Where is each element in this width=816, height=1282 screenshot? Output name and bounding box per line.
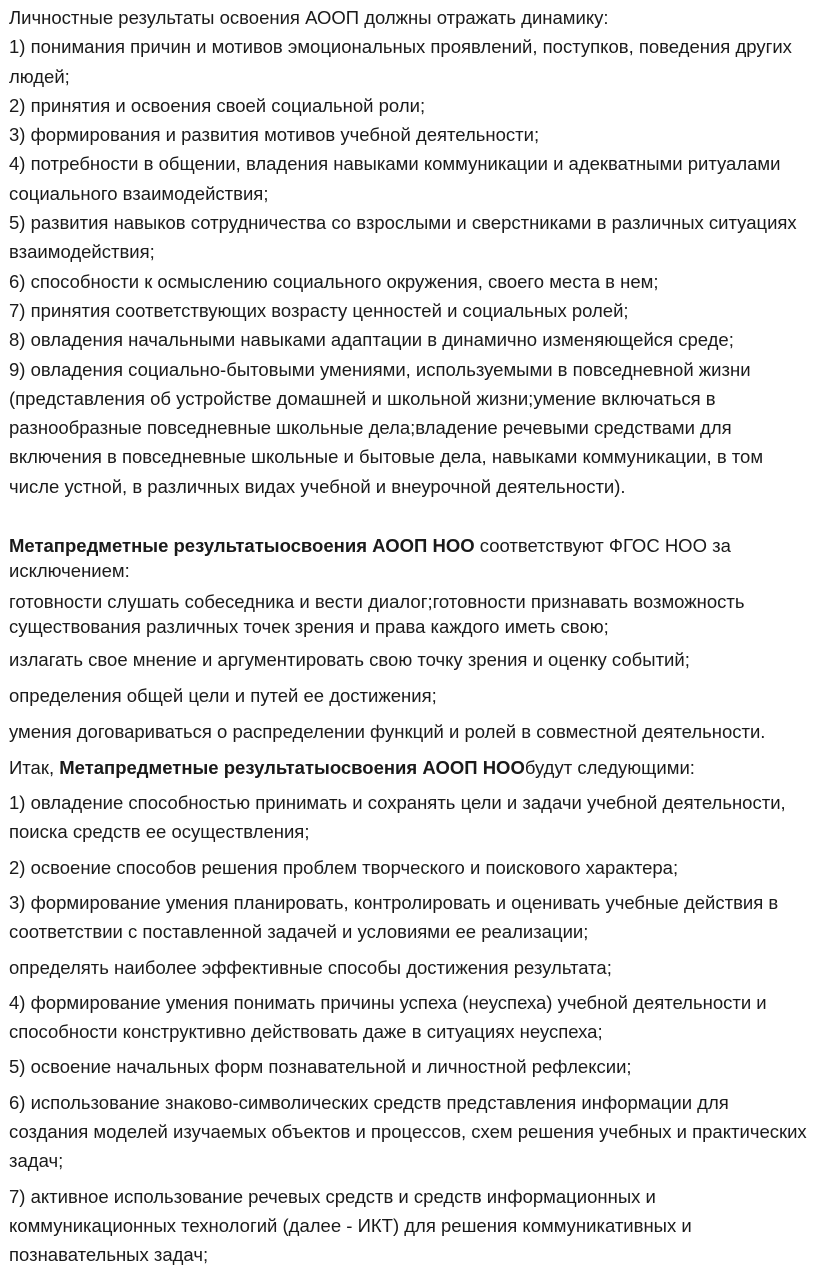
meta-result-6: 6) использование знаково-символических средств представления информации для создания моделей изучаемых объектов и процессов, схем решения учебных и практических задач; bbox=[9, 1091, 807, 1172]
exception-item-3: определения общей цели и путей ее достижения; bbox=[9, 685, 437, 707]
personal-item-5: 5) развития навыков сотрудничества со взрослыми и сверстниками в различных ситуациях взаимодействия; bbox=[9, 212, 797, 263]
exception-item-1: готовности слушать собеседника и вести диалог;готовности признавать возможность существования различных точек зрения и права каждого иметь свою; bbox=[9, 591, 745, 638]
meta-result-3-continuation: определять наиболее эффективные способы достижения результата; bbox=[9, 956, 612, 978]
meta-result-1: 1) овладение способностью принимать и сохранять цели и задачи учебной деятельности, поиска средств ее осуществления; bbox=[9, 792, 786, 843]
meta-result-5: 5) освоение начальных форм познавательной и личностной рефлексии; bbox=[9, 1056, 632, 1078]
personal-item-8: 8) овладения начальными навыками адаптации в динамично изменяющейся среде; bbox=[9, 329, 734, 351]
itak-bold: Метапредметные результатыосвоения АООП НОО bbox=[59, 757, 525, 779]
personal-item-3: 3) формирования и развития мотивов учебной деятельности; bbox=[9, 124, 540, 146]
meta-result-7: 7) активное использование речевых средств и средств информационных и коммуникационных технологий (далее - ИКТ) для решения коммуникативных и познавательных задач; bbox=[9, 1185, 692, 1266]
personal-item-4: 4) потребности в общении, владения навыками коммуникации и адекватными ритуалами социального взаимодействия; bbox=[9, 153, 781, 204]
personal-results-section bbox=[9, 3, 810, 501]
meta-result-3: 3) формирование умения планировать, контролировать и оценивать учебные действия в соответствии с поставленной задачей и условиями ее реализации; bbox=[9, 891, 779, 943]
personal-item-6: 6) способности к осмыслению социального окружения, своего места в нем; bbox=[9, 270, 659, 292]
itak-summary-line bbox=[9, 755, 810, 780]
metasubject-heading bbox=[9, 533, 810, 583]
meta-result-2: 2) освоение способов решения проблем творческого и поискового характера; bbox=[9, 856, 679, 878]
personal-item-2: 2) принятия и освоения своей социальной роли; bbox=[9, 94, 426, 116]
itak-prefix: Итак, bbox=[9, 757, 60, 779]
personal-results-intro: Личностные результаты освоения АООП должны отражать динамику: bbox=[9, 7, 609, 28]
personal-item-1: 1) понимания причин и мотивов эмоциональных проявлений, поступков, поведения других людей; bbox=[9, 36, 792, 87]
personal-item-9: 9) овладения социально-бытовыми умениями, используемыми в повседневной жизни (представления об устройстве домашней и школьной жизни;умение включаться в разнообразные повседневные школьные дела;владение речевыми средствами для включения в повседневные школьные и бытовые дела, навыками коммуникации, в том числе устной, в различных видах учебной и внеурочной деятельности). bbox=[9, 358, 764, 497]
metasubject-heading-bold: Метапредметные результатыосвоения АООП НОО bbox=[9, 535, 475, 557]
itak-rest: будут следующими: bbox=[524, 757, 695, 779]
exception-item-4: умения договариваться о распределении функций и ролей в совместной деятельности. bbox=[9, 721, 766, 743]
metasubject-results-section bbox=[9, 533, 810, 1269]
exception-item-2: излагать свое мнение и аргументировать свою точку зрения и оценку событий; bbox=[9, 649, 690, 671]
metasubject-heading-rest: соответствуют ФГОС НОО за исключением: bbox=[9, 535, 731, 582]
meta-result-4: 4) формирование умения понимать причины успеха (неуспеха) учебной деятельности и способности конструктивно действовать даже в ситуациях неуспеха; bbox=[9, 991, 767, 1043]
personal-item-7: 7) принятия соответствующих возрасту ценностей и социальных ролей; bbox=[9, 299, 629, 321]
